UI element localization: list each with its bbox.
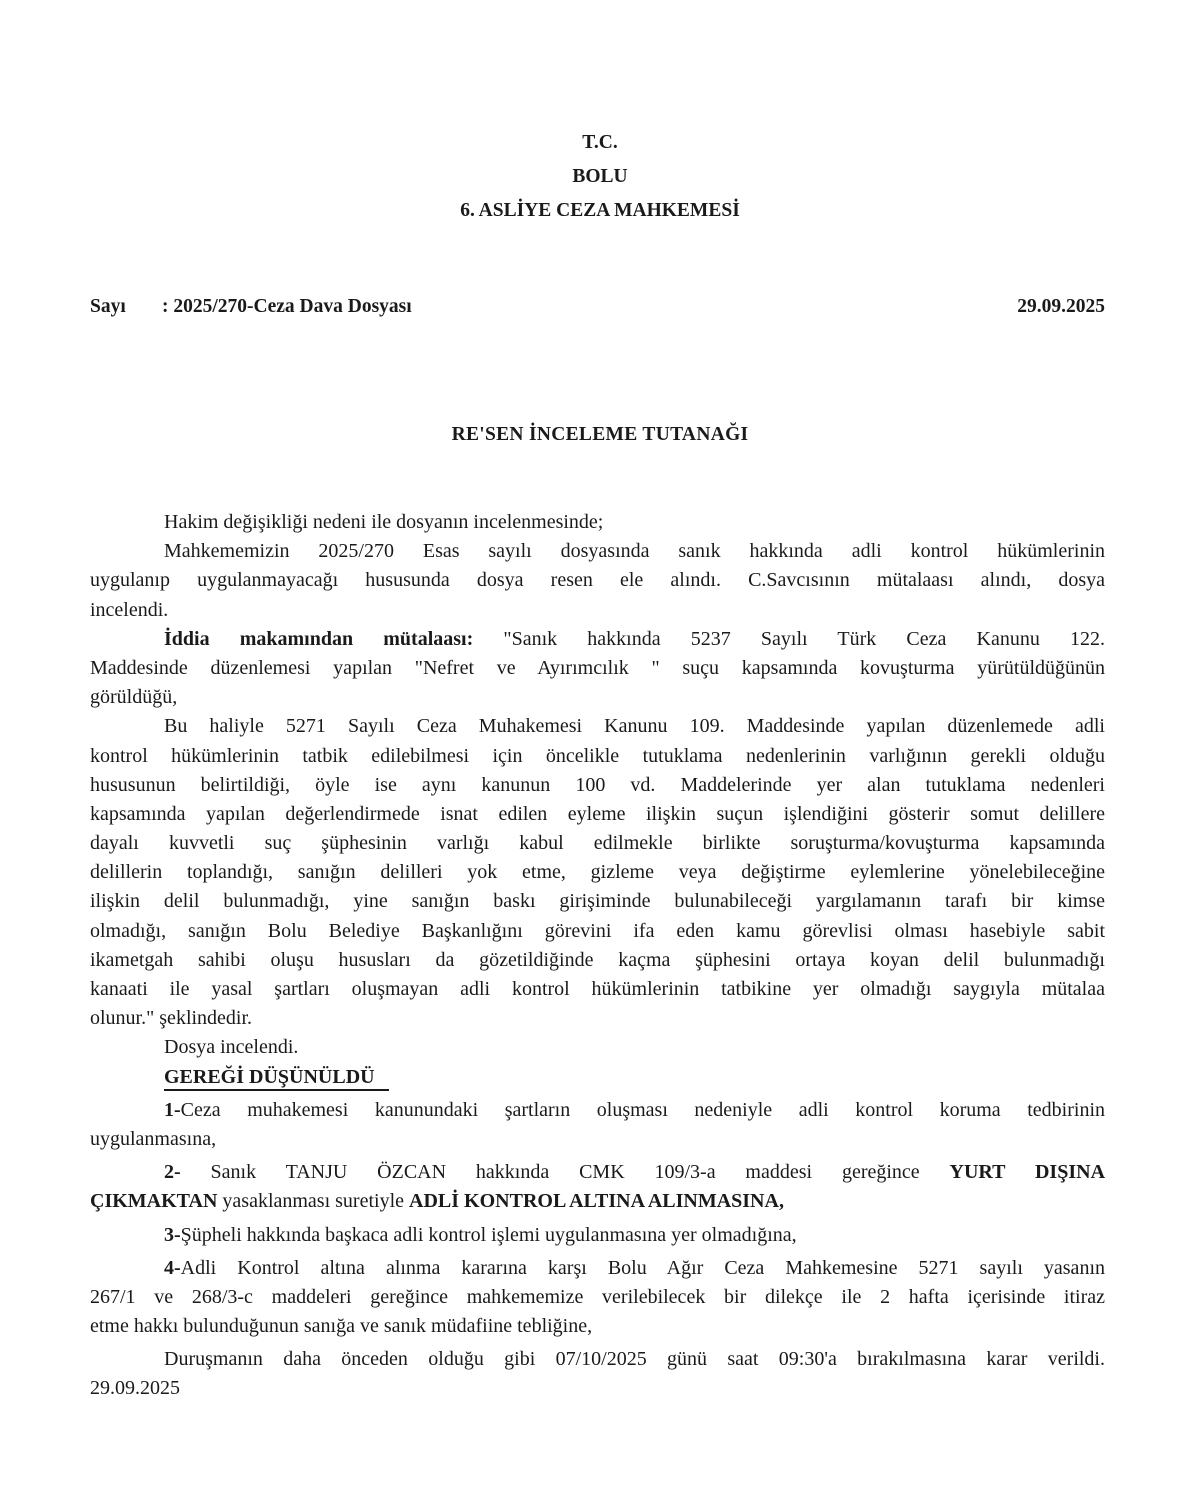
item-number: 2- bbox=[164, 1161, 181, 1184]
paragraph-line: uygulanıp uygulanmayacağı hususunda dosya resen ele alındı. C.Savcısının mütalaası alındı, dosya bbox=[90, 569, 1105, 592]
section-heading-wrap bbox=[90, 1063, 1105, 1092]
section-heading: GEREĞİ DÜŞÜNÜLDÜ bbox=[164, 1065, 389, 1091]
paragraph-line: Mahkememizin 2025/270 Esas sayılı dosyasında sanık hakkında adli kontrol hükümlerinin bbox=[164, 540, 1105, 563]
paragraph-intro: Hakim değişikliği nedeni ile dosyanın incelenmesinde; bbox=[164, 511, 604, 533]
item-number: 3- bbox=[164, 1223, 181, 1246]
paragraph-line: dayalı kuvvetli suç şüphesinin varlığı kabul edilmekle birlikte soruşturma/kovuşturma kapsamında bbox=[90, 832, 1105, 855]
paragraph-line: Bu haliyle 5271 Sayılı Ceza Muhakemesi Kanunu 109. Maddesinde yapılan düzenlemede adli bbox=[164, 715, 1105, 738]
prosecutor-opinion-label: İddia makamından mütalaası: bbox=[164, 627, 474, 650]
closing-line: Duruşmanın daha önceden olduğu gibi 07/10/2025 günü saat 09:30'a bırakılmasına karar verildi. bbox=[164, 1348, 1105, 1371]
paragraph-line: ikametgah sahibi oluşu hususları da gözetildiğinde kaçma şüphesini ortaya koyan delil bulunmadığı bbox=[90, 948, 1105, 971]
decision-item-2-cont bbox=[90, 1187, 1105, 1216]
paragraph-line: hususunun belirtildiği, öyle ise aynı kanunun 100 vd. Maddelerinde yer alan tutuklama nedenleri bbox=[90, 773, 1105, 796]
item-emphasis: ÇIKMAKTAN bbox=[90, 1190, 218, 1213]
paragraph-line: incelendi. bbox=[90, 598, 169, 621]
item-number: 4- bbox=[164, 1256, 181, 1279]
header-city: BOLU bbox=[572, 166, 628, 187]
paragraph-line: kontrol hükümlerinin tatbik edilebilmesi için öncelikle tutuklama nedenlerinin varlığının gerekli olduğu bbox=[90, 744, 1105, 767]
prosecutor-opinion-text: "Sanık hakkında 5237 Sayılı Türk Ceza Kanunu 122. bbox=[473, 627, 1105, 650]
paragraph-line: görüldüğü, bbox=[90, 686, 178, 709]
item-number: 1- bbox=[164, 1098, 181, 1121]
item-text: yasaklanması suretiyle bbox=[217, 1190, 410, 1213]
document-title: RE'SEN İNCELEME TUTANAĞI bbox=[451, 424, 749, 445]
paragraph-file-reviewed: Dosya incelendi. bbox=[164, 1036, 299, 1059]
prosecutor-opinion-line bbox=[90, 625, 1105, 654]
item-emphasis: ADLİ KONTROL ALTINA ALINMASINA, bbox=[409, 1190, 784, 1213]
item-emphasis: YURT DIŞINA bbox=[949, 1161, 1105, 1184]
item-text: Ceza muhakemesi kanunundaki şartların oluşması nedeniyle adli kontrol koruma tedbirinin bbox=[180, 1098, 1105, 1121]
paragraph-line: ilişkin delil bulunmadığı, yine sanığın baskı girişiminde bulunabileceği yargılamanın tarafı bir kimse bbox=[90, 890, 1105, 913]
paragraph-line: etme hakkı bulunduğunun sanığa ve sanık müdafiine tebliğine, bbox=[90, 1315, 593, 1338]
paragraph-line: uygulanmasına, bbox=[90, 1127, 217, 1150]
paragraph-line: olunur." şeklindedir. bbox=[90, 1007, 253, 1030]
item-text: Sanık TANJU ÖZCAN hakkında CMK 109/3-a maddesi gereğince bbox=[180, 1161, 950, 1184]
header-tc: T.C. bbox=[582, 132, 618, 153]
decision-item-3 bbox=[90, 1221, 1105, 1250]
item-text: Adli Kontrol altına alınma kararına karşı Bolu Ağır Ceza Mahkemesine 5271 sayılı yasanın bbox=[180, 1256, 1105, 1279]
document-body bbox=[90, 508, 1105, 1404]
paragraph-line: olmadığı, sanığın Bolu Belediye Başkanlığını görevini ifa eden kamu görevlisi olması hasebiyle sabit bbox=[90, 919, 1105, 942]
document-date: 29.09.2025 bbox=[1017, 296, 1105, 317]
paragraph-line: 267/1 ve 268/3-c maddeleri gereğince mahkememize verilebilecek bir dilekçe ile 2 hafta içerisinde itiraz bbox=[90, 1285, 1105, 1308]
paragraph-line: delillerin toplandığı, sanığın delilleri yok etme, gizleme veya değiştirme eylemlerine yönelebileceğine bbox=[90, 861, 1105, 884]
decision-item-1 bbox=[90, 1096, 1105, 1125]
closing-date: 29.09.2025 bbox=[90, 1377, 180, 1400]
header-court: 6. ASLİYE CEZA MAHKEMESİ bbox=[460, 200, 740, 221]
paragraph-line: Maddesinde düzenlemesi yapılan "Nefret ve Ayırımcılık " suçu kapsamında kovuşturma yürütüldüğünün bbox=[90, 656, 1105, 679]
case-number-label: Sayı bbox=[90, 296, 126, 317]
case-number bbox=[90, 296, 412, 318]
case-number-value: : 2025/270-Ceza Dava Dosyası bbox=[162, 296, 412, 317]
item-text: Şüpheli hakkında başkaca adli kontrol işlemi uygulanmasına yer olmadığına, bbox=[180, 1223, 797, 1246]
decision-item-4 bbox=[90, 1254, 1105, 1283]
decision-item-2 bbox=[90, 1158, 1105, 1187]
paragraph-line: kanaati ile yasal şartları oluşmayan adli kontrol hükümlerinin tatbikine yer olmadığı saygıyla mütalaa bbox=[90, 978, 1105, 1000]
paragraph-line: kapsamında yapılan değerlendirmede isnat edilen eyleme ilişkin suçun işlendiğini gösterir somut delillere bbox=[90, 802, 1105, 825]
document-meta bbox=[90, 296, 1105, 318]
